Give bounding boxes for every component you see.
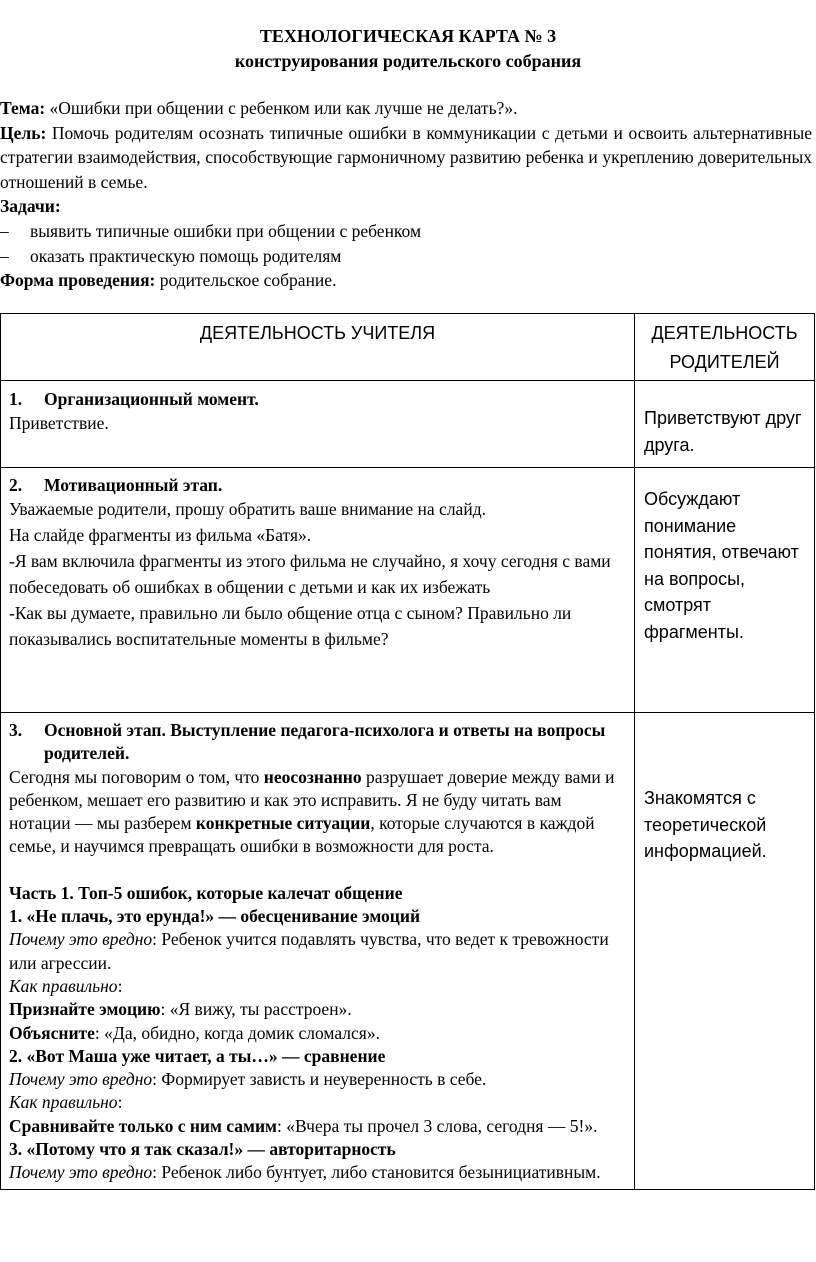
- intro-text: разрушает доверие между вами и ребенком, мешает его развитию и как это исправить. Я не буду читать вам нотации — мы разберем: [9, 766, 615, 834]
- form-text: родительское собрание.: [155, 270, 337, 291]
- teacher-cell: [1, 468, 635, 713]
- form-line: [0, 268, 812, 293]
- tip-line: [9, 1022, 626, 1045]
- parents-text: Приветствуют друг друга.: [644, 408, 802, 455]
- tip-line: [9, 998, 626, 1021]
- task-dash: –: [0, 220, 9, 241]
- why-line: [9, 1068, 626, 1091]
- goal-label: Цель:: [0, 122, 47, 143]
- section-title: Мотивационный этап.: [44, 475, 223, 495]
- section-text: Уважаемые родители, прошу обратить ваше внимание на слайд.: [9, 499, 486, 519]
- section-title: Организационный момент.: [44, 389, 259, 409]
- document-title-block: [0, 24, 816, 74]
- why-line: [9, 928, 626, 975]
- tip-text: : «Вчера ты прочел 3 слова, сегодня — 5!».: [276, 1115, 598, 1136]
- teacher-cell: [1, 381, 635, 468]
- error-title: 1. «Не плачь, это ерунда!» — обесценивание эмоций: [9, 906, 421, 927]
- section-text: Приветствие.: [9, 413, 109, 433]
- section-intro: [9, 766, 626, 859]
- why-line: [9, 1161, 626, 1184]
- document-title: ТЕХНОЛОГИЧЕСКАЯ КАРТА № 3: [259, 26, 557, 46]
- section-heading: [9, 719, 626, 766]
- parents-text: Обсуждают понимание понятия, отвечают на вопросы, смотрят фрагменты.: [644, 489, 799, 642]
- table-row: [1, 381, 815, 468]
- goal-text: Помочь родителям осознать типичные ошибки в коммуникации с детьми и освоить альтернативные стратегии взаимодействия, способствующие гармоничному развитию ребенка и укреплению доверительных отношений в семье.: [0, 122, 812, 192]
- task-item: [0, 219, 812, 244]
- form-label: Форма проведения:: [0, 270, 156, 291]
- tip-line: [9, 1115, 626, 1138]
- header-teacher: ДЕЯТЕЛЬНОСТЬ УЧИТЕЛЯ: [1, 314, 635, 381]
- task-item: [0, 244, 812, 269]
- section-number: 3.: [9, 720, 23, 740]
- intro-text: , которые случаются в каждой семье, и научимся превращать ошибки в возможности для роста.: [9, 813, 595, 857]
- tip-text: : «Я вижу, ты расстроен».: [160, 999, 352, 1020]
- why-label: Почему это вредно: [9, 1162, 153, 1183]
- plan-table: [0, 313, 815, 1190]
- tip-bold: Объясните: [9, 1022, 95, 1043]
- table-row: [1, 713, 815, 1190]
- how-label: Как правильно: [9, 975, 118, 996]
- section-text: -Как вы думаете, правильно ли было общение отца с сыном? Правильно ли показывались воспитательные моменты в фильме?: [9, 603, 572, 649]
- intro-bold: неосознанно: [263, 766, 362, 787]
- topic-text: «Ошибки при общении с ребенком или как лучше не делать?».: [45, 98, 518, 118]
- document-subtitle: конструирования родительского собрания: [234, 51, 582, 71]
- header-parents: ДЕЯТЕЛЬНОСТЬ РОДИТЕЛЕЙ: [635, 314, 815, 381]
- how-line: [9, 975, 626, 998]
- parents-text: Знакомятся с теоретической информацией.: [644, 788, 767, 861]
- section-number: 2.: [9, 475, 23, 495]
- parents-cell: [635, 468, 815, 713]
- topic-line: [0, 96, 812, 121]
- intro-bold: конкретные ситуации: [195, 813, 371, 834]
- why-text: : Формирует зависть и неуверенность в себе.: [152, 1069, 487, 1090]
- error-title: 2. «Вот Маша уже читает, а ты…» — сравнение: [9, 1045, 386, 1066]
- task-dash: –: [0, 245, 9, 266]
- why-label: Почему это вредно: [9, 929, 153, 950]
- section-number: 1.: [9, 389, 23, 409]
- tasks-label-text: Задачи:: [0, 196, 61, 217]
- how-colon: :: [117, 975, 123, 996]
- tasks-label: [0, 194, 812, 219]
- why-text: : Ребенок учится подавлять чувства, что ведет к тревожности или агрессии.: [9, 929, 609, 973]
- table-row: [1, 468, 815, 713]
- why-text: : Ребенок либо бунтует, либо становится безынициативным.: [152, 1162, 601, 1183]
- tip-bold: Сравнивайте только с ним самим: [9, 1115, 277, 1136]
- table-header-row: [1, 314, 815, 381]
- how-line: [9, 1091, 626, 1114]
- part-title: Часть 1. Топ-5 ошибок, которые калечат общение: [9, 882, 403, 903]
- section-text: -Я вам включила фрагменты из этого фильма не случайно, я хочу сегодня с вами побеседовать об ошибках в общении с детьми и как их избежать: [9, 551, 611, 597]
- tip-text: : «Да, обидно, когда домик сломался».: [94, 1022, 380, 1043]
- error-title: 3. «Потому что я так сказал!» — авторитарность: [9, 1139, 396, 1160]
- goal-line: [0, 121, 812, 195]
- task-text: выявить типичные ошибки при общении с ребенком: [30, 220, 422, 241]
- teacher-cell: [1, 713, 635, 1190]
- why-label: Почему это вредно: [9, 1069, 153, 1090]
- section-title: Основной этап. Выступление педагога-психолога и ответы на вопросы родителей.: [44, 720, 606, 764]
- topic-label: Тема:: [0, 98, 46, 118]
- intro-text: Сегодня мы поговорим о том, что: [9, 766, 264, 787]
- intro-block: [0, 96, 812, 293]
- task-text: оказать практическую помощь родителям: [30, 245, 342, 266]
- how-label: Как правильно: [9, 1092, 118, 1113]
- how-colon: :: [117, 1092, 123, 1113]
- parents-cell: [635, 381, 815, 468]
- tip-bold: Признайте эмоцию: [9, 999, 161, 1020]
- section-heading: [9, 387, 626, 411]
- section-text: На слайде фрагменты из фильма «Батя».: [9, 525, 312, 545]
- section-heading: [9, 474, 626, 496]
- parents-cell: [635, 713, 815, 1190]
